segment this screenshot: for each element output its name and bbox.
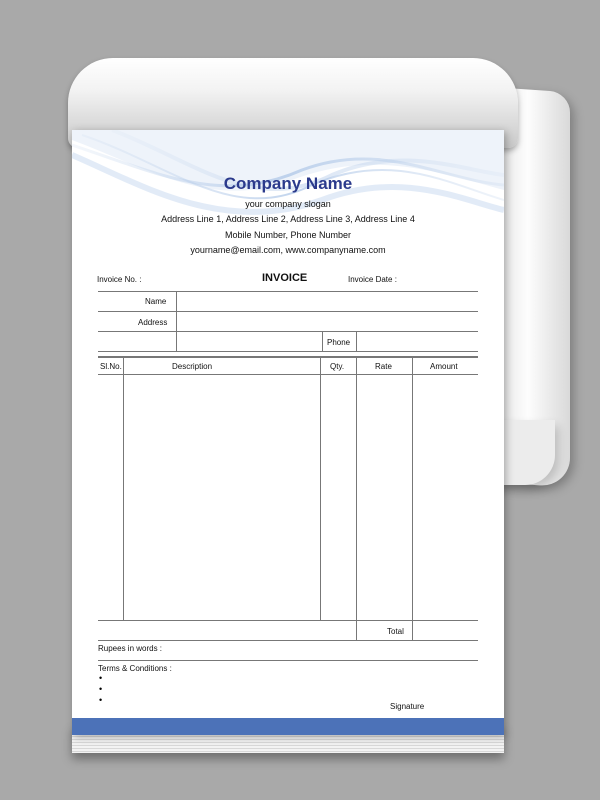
col-header-amount: Amount: [430, 362, 458, 371]
terms-bullet-1: •: [99, 673, 103, 683]
invoice-number-label: Invoice No. :: [97, 275, 142, 284]
name-label: Name: [145, 297, 167, 306]
col-divider-1: [123, 358, 124, 620]
company-slogan: your company slogan: [245, 199, 331, 209]
invoice-date-label: Invoice Date :: [348, 275, 397, 284]
col-header-qty: Qty.: [330, 362, 345, 371]
col-divider-4: [412, 358, 413, 640]
company-address: Address Line 1, Address Line 2, Address Line 3, Address Line 4: [161, 214, 415, 224]
address-label: Address: [138, 318, 168, 327]
company-phone: Mobile Number, Phone Number: [224, 230, 352, 240]
rupees-in-words-label: Rupees in words :: [98, 644, 163, 653]
total-label: Total: [387, 627, 404, 636]
customer-line-3: [98, 351, 478, 352]
signature-label: Signature: [390, 702, 425, 711]
customer-line-top: [98, 291, 478, 292]
table-top-border: [98, 356, 478, 358]
total-row-bottom: [98, 640, 478, 641]
company-name: Company Name: [223, 174, 353, 193]
col-header-rate: Rate: [375, 362, 392, 371]
phone-divider-left: [322, 331, 323, 351]
col-divider-3: [356, 358, 357, 640]
terms-bullet-3: •: [99, 695, 103, 705]
invoice-sheet: [72, 130, 504, 735]
terms-bullet-2: •: [99, 684, 103, 694]
customer-divider: [176, 291, 177, 351]
invoice-title: INVOICE: [262, 272, 308, 284]
table-body-bottom: [98, 620, 478, 621]
col-divider-2: [320, 358, 321, 620]
phone-divider-right: [356, 331, 357, 351]
footer-color-bar: [72, 718, 504, 735]
terms-label: Terms & Conditions :: [98, 664, 172, 673]
table-header-border: [98, 374, 478, 375]
customer-line-2: [98, 331, 478, 332]
col-header-description: Description: [172, 362, 213, 371]
col-header-slno: Sl.No.: [100, 362, 122, 371]
phone-label: Phone: [327, 338, 351, 347]
customer-line-1: [98, 311, 478, 312]
company-contact: yourname@email.com, www.companyname.com: [190, 245, 386, 255]
words-line: [98, 660, 478, 661]
